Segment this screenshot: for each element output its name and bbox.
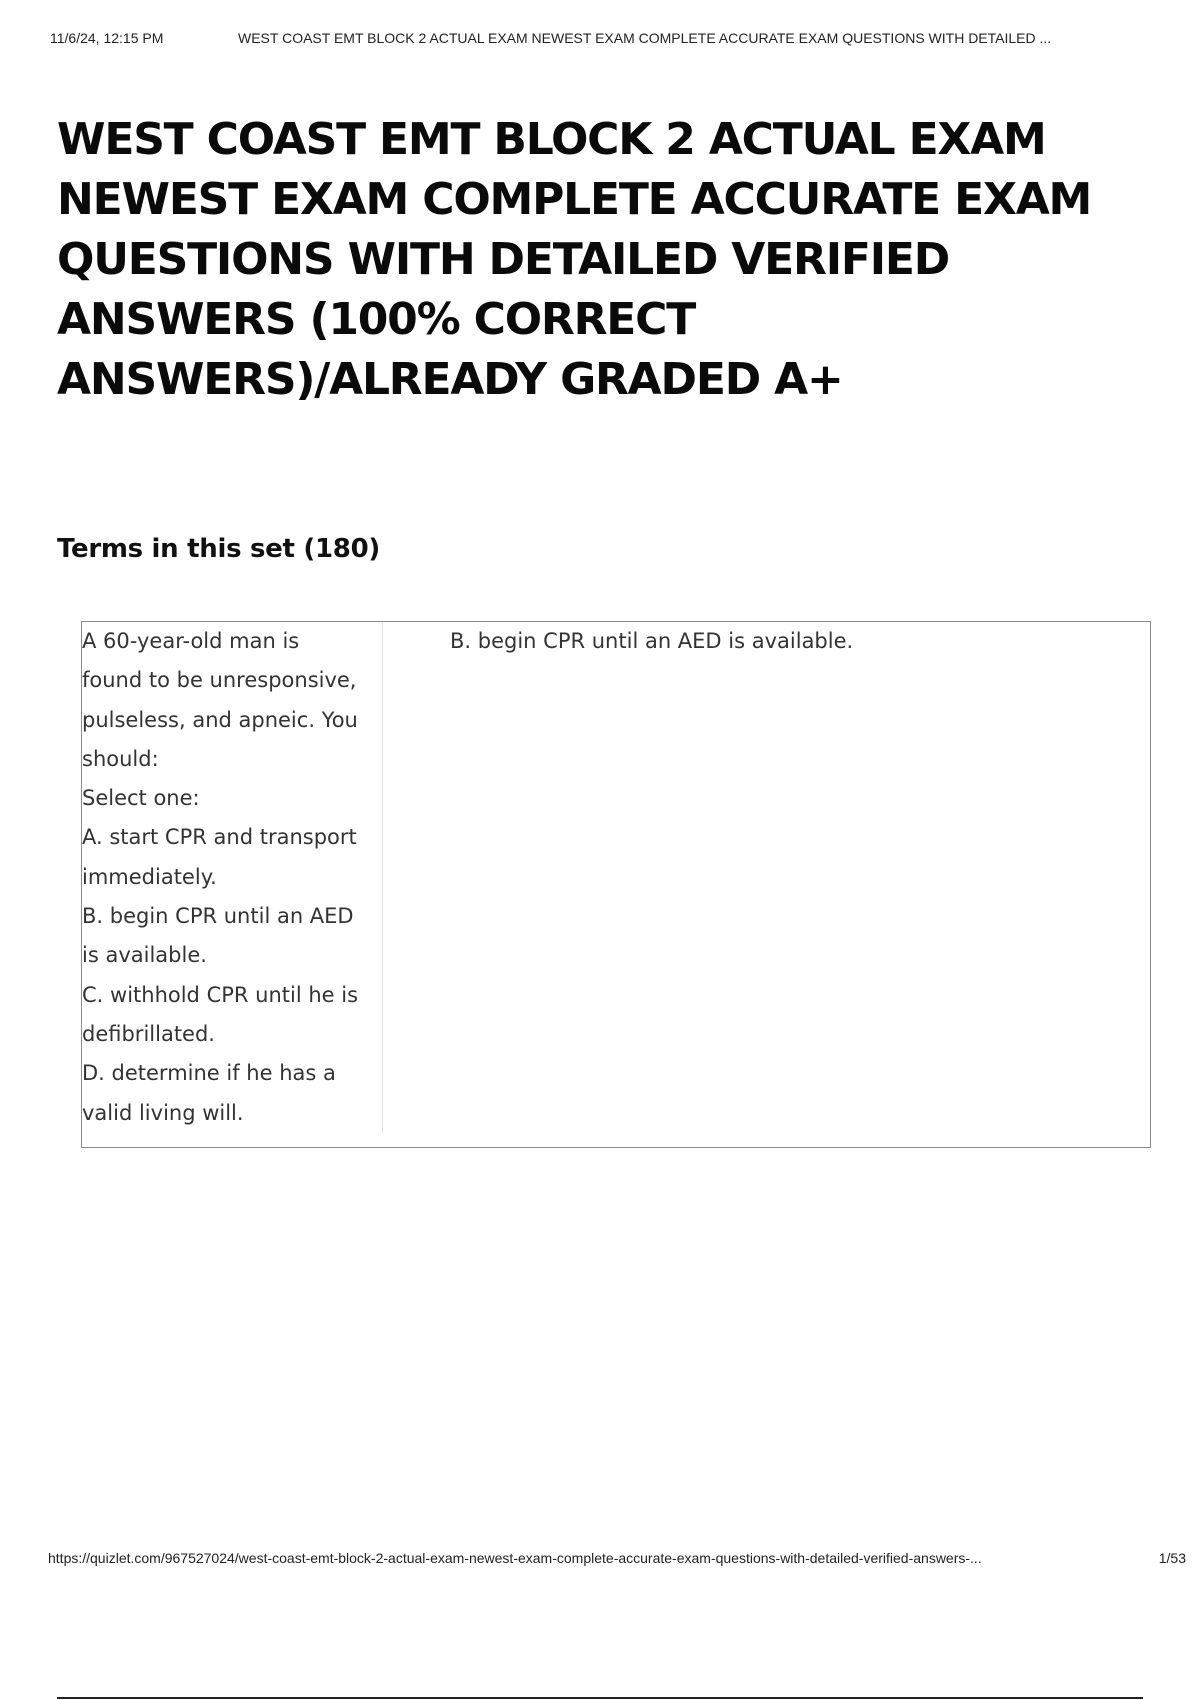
terms-count-heading: Terms in this set (180) [57, 534, 380, 564]
page-divider [57, 1697, 1143, 1699]
print-footer [48, 1550, 1186, 1570]
card-definition-text: B. begin CPR until an AED is available. [450, 629, 854, 653]
flashcard-term-row [81, 621, 1151, 1148]
print-url: https://quizlet.com/967527024/west-coast-emt-block-2-actual-exam-newest-exam-complete-accurate-exam-questions-with-detailed-verified-answers-... [48, 1550, 982, 1566]
page-title: WEST COAST EMT BLOCK 2 ACTUAL EXAM NEWEST EXAM COMPLETE ACCURATE EXAM QUESTIONS WITH DETAILED VERIFIED ANSWERS (100% CORRECT ANSWERS)/ALREADY GRADED A+ [57, 114, 1092, 405]
print-header [50, 30, 1178, 50]
print-datetime: 11/6/24, 12:15 PM [50, 30, 164, 46]
page-indicator: 1/53 [1158, 1550, 1186, 1566]
print-doc-title: WEST COAST EMT BLOCK 2 ACTUAL EXAM NEWEST EXAM COMPLETE ACCURATE EXAM QUESTIONS WITH DETAILED ... [238, 30, 1052, 46]
card-term-text: A 60-year-old man is found to be unresponsive, pulseless, and apneic. You should: Select one: A. start CPR and transport immediately. B. begin CPR until an AED is available. C. withhold CPR until he is defibrillated. D. determine if he has a valid living will. [82, 622, 383, 1133]
